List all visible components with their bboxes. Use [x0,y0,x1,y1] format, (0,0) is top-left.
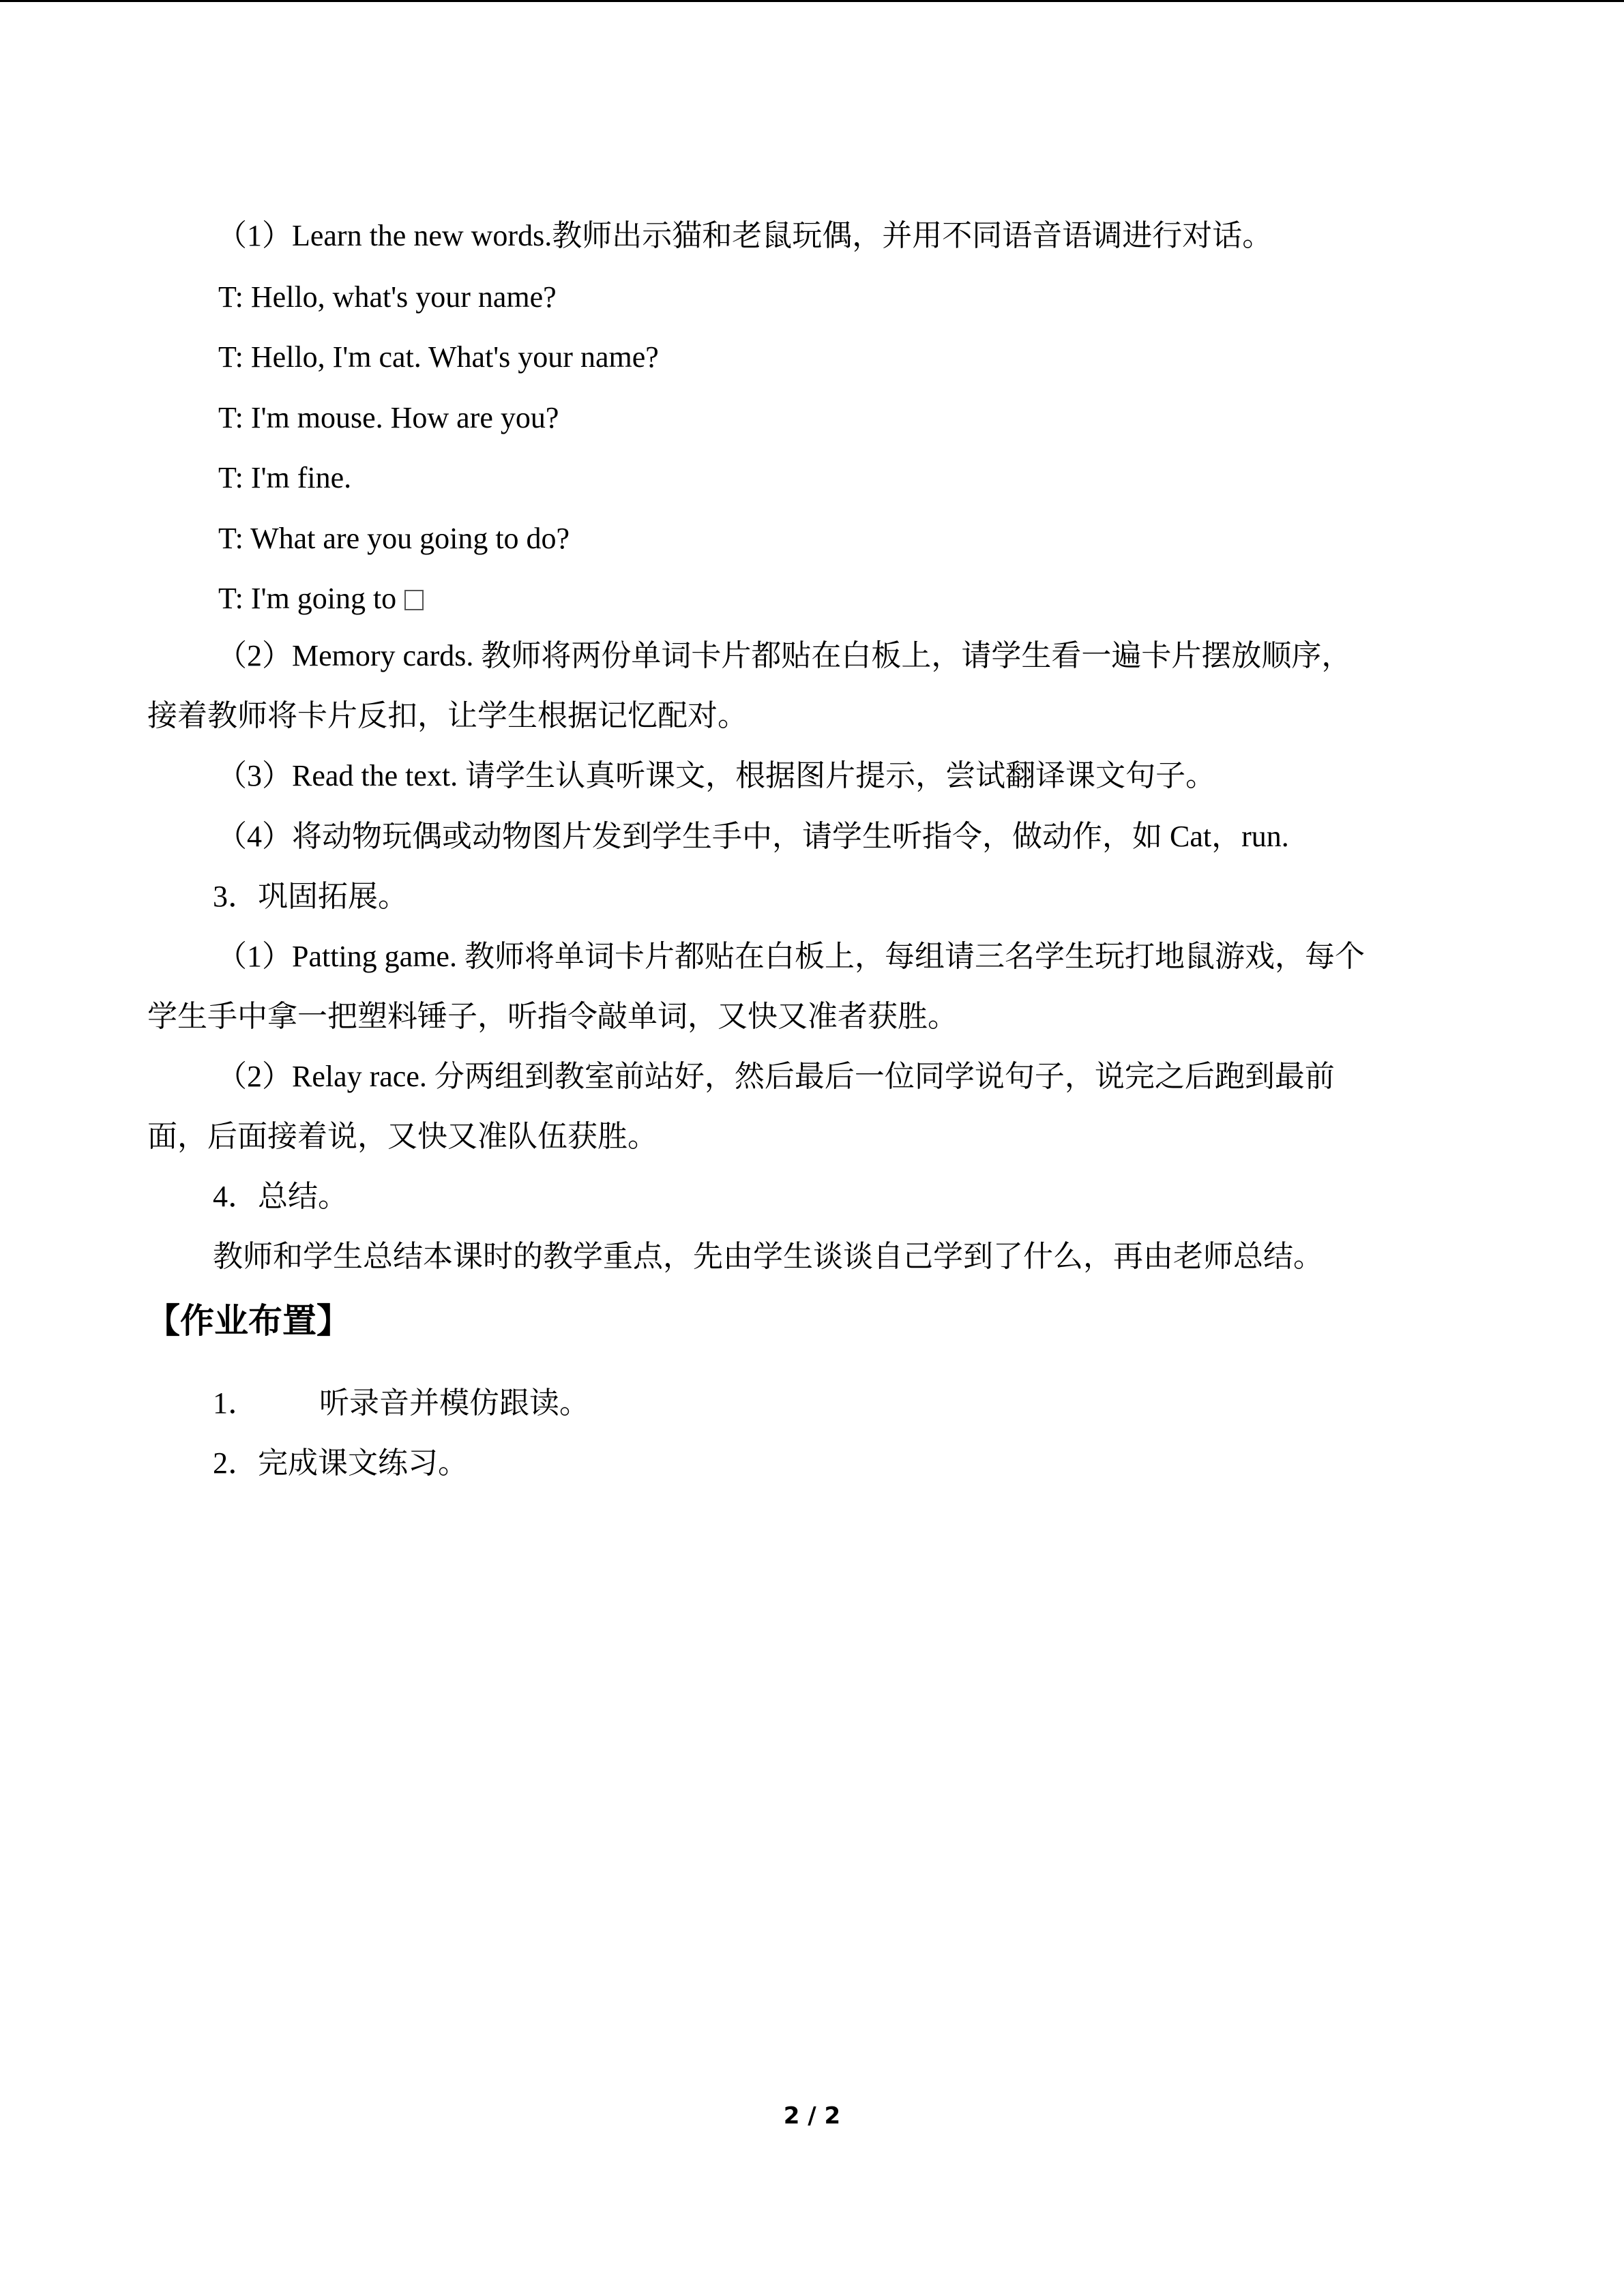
paragraph-memory-cards-cont: 接着教师将卡片反扣，让学生根据记忆配对。 [147,699,748,732]
paragraph-patting-game-cont: 学生手中拿一把塑料锤子，听指令敲单词，又快又准者获胜。 [147,1000,958,1033]
section-consolidate-heading: 3．巩固拓展。 [213,880,408,913]
dialogue-line-1: T: Hello, what's your name? [218,280,557,314]
dialogue-line-3: T: I'm mouse. How are you? [218,401,559,434]
page-number: 2 / 2 [783,2102,841,2130]
dialogue-line-2: T: Hello, I'm cat. What's your name? [218,340,659,374]
paragraph-relay-race: （2）Relay race. 分两组到教室前站好，然后最后一位同学说句子，说完之后跑到最前 [217,1060,1335,1093]
dialogue-line-5: T: What are you going to do? [218,522,570,555]
paragraph-read-text: （3）Read the text. 请学生认真听课文，根据图片提示，尝试翻译课文句子。 [217,759,1216,792]
paragraph-animal-toys: （4）将动物玩偶或动物图片发到学生手中，请学生听指令，做动作，如 Cat，run. [217,820,1289,853]
paragraph-patting-game: （1）Patting game. 教师将单词卡片都贴在白板上，每组请三名学生玩打地鼠游戏，每个 [217,940,1365,973]
paragraph-relay-race-cont: 面，后面接着说，又快又准队伍获胜。 [147,1120,658,1153]
paragraph-summary: 教师和学生总结本课时的教学重点，先由学生谈谈自己学到了什么，再由老师总结。 [213,1240,1323,1273]
dialogue-line-4: T: I'm fine. [218,461,352,494]
dialogue-line-6-text: T: I'm going to [218,582,397,615]
homework-item-2: 2．完成课文练习。 [213,1446,468,1480]
homework-item-1-text: 听录音并模仿跟读。 [319,1386,589,1420]
homework-item-1-number: 1． [213,1386,258,1420]
paragraph-learn-new-words: （1）Learn the new words.教师出示猫和老鼠玩偶，并用不同语音语调进行对话。 [217,219,1273,252]
section-summary-heading: 4．总结。 [213,1180,348,1213]
homework-item-1 [213,1383,589,1424]
homework-heading: 【作业布置】 [146,1301,351,1341]
dialogue-line-6 [218,578,424,619]
paragraph-memory-cards: （2）Memory cards. 教师将两份单词卡片都贴在白板上，请学生看一遍卡片摆放顺序， [217,639,1352,672]
missing-glyph-box-icon [404,590,424,610]
